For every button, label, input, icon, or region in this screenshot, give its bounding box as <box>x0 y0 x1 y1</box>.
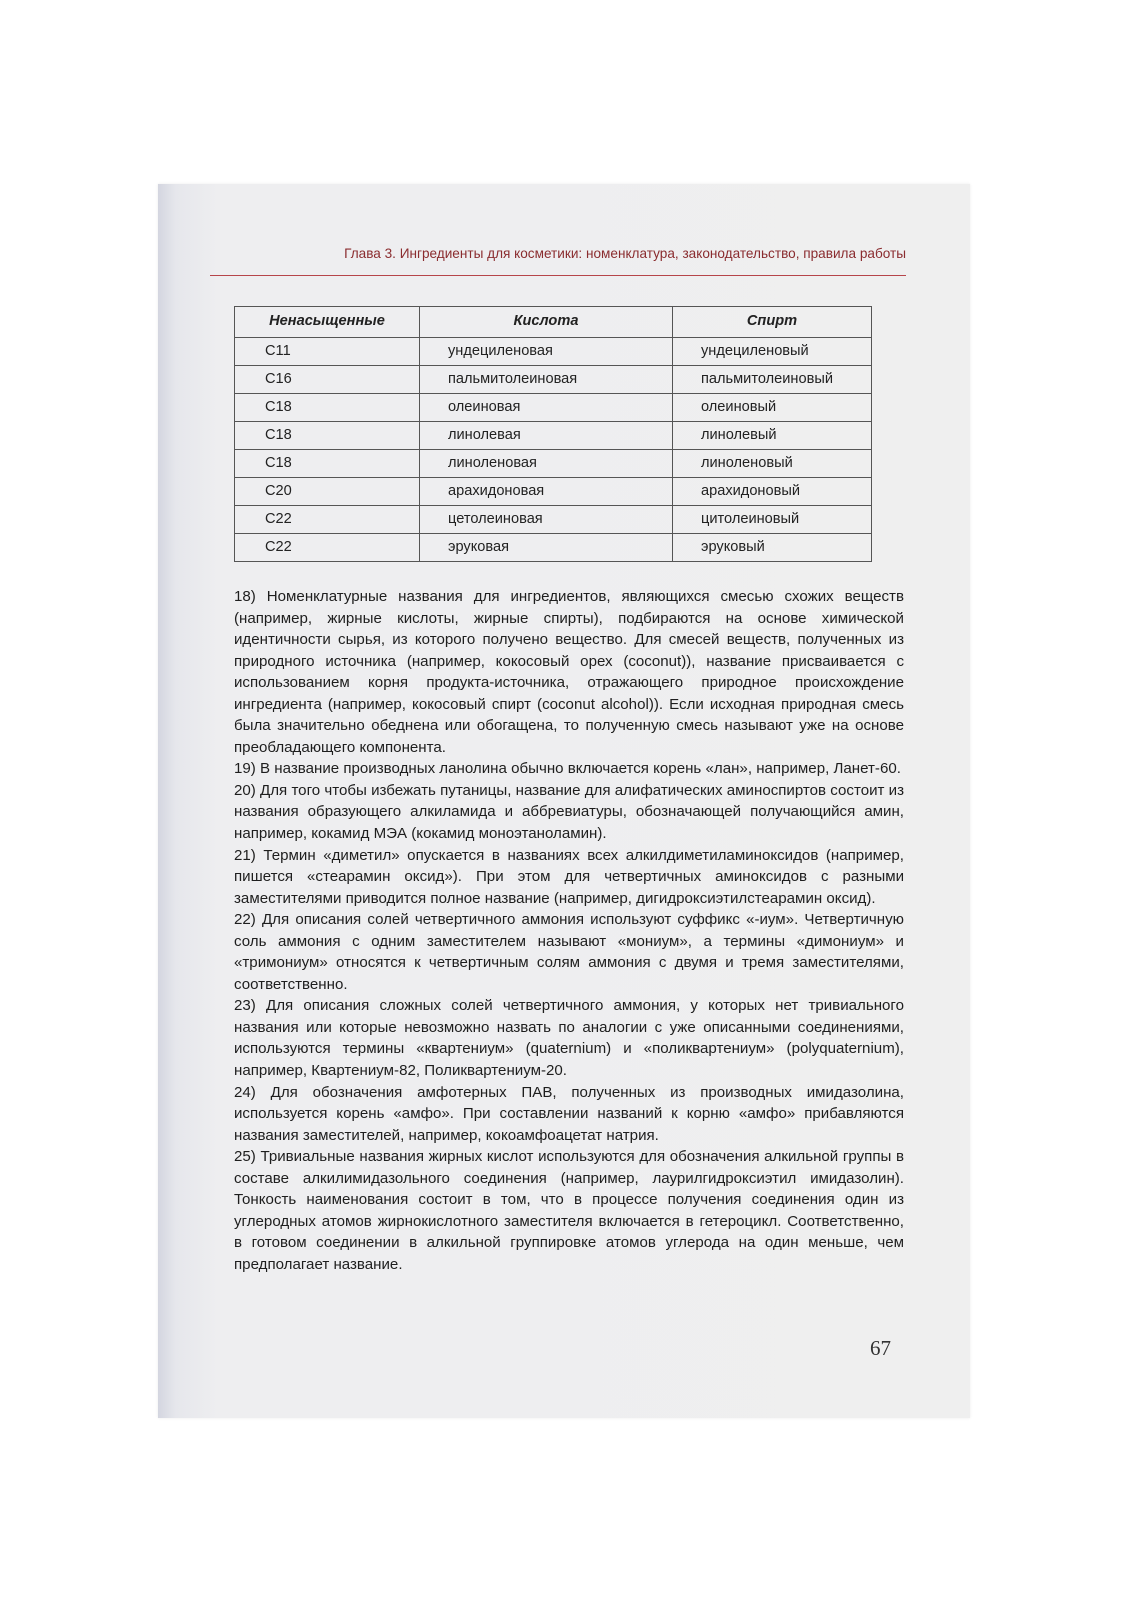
paragraph-23: 23) Для описания сложных солей четвертичного аммония, у которых нет тривиального названия или которые невозможно назвать по аналогии с уже описанными соединениями, используются термины «квартениум» (quaternium) и «поликвартениум» (polyquaternium), например, Квартениум-82, Поликвартениум-20. <box>234 997 904 1080</box>
cell-acid: олеиновая <box>420 394 673 422</box>
cell-acid: эруковая <box>420 534 673 562</box>
cell-carbon: C16 <box>235 366 420 394</box>
header-unsaturated: Ненасыщенные <box>235 307 420 338</box>
table-row <box>235 422 872 450</box>
header-rule <box>210 275 906 276</box>
running-head: Глава 3. Ингредиенты для косметики: номенклатура, законодательство, правила работы <box>344 246 906 261</box>
cell-alcohol: эруковый <box>673 534 872 562</box>
header-alcohol: Спирт <box>673 307 872 338</box>
paragraph-20: 20) Для того чтобы избежать путаницы, название для алифатических аминоспиртов состоит из названия образующего алкиламида и аббревиатуры, обозначающей получающийся амин, например, кокамид МЭА (кокамид моноэтаноламин). <box>234 781 904 843</box>
cell-carbon: C18 <box>235 450 420 478</box>
page-number: 67 <box>870 1336 891 1360</box>
cell-alcohol: олеиновый <box>673 394 872 422</box>
cell-carbon: C18 <box>235 422 420 450</box>
table-row <box>235 338 872 366</box>
cell-alcohol: пальмитолеиновый <box>673 366 872 394</box>
paragraph-24: 24) Для обозначения амфотерных ПАВ, полученных из производных имидазолина, используется корень «амфо». При составлении названий к корню «амфо» прибавляются названия заместителей, например, кокоамфоацетат натрия. <box>234 1083 904 1144</box>
paragraph-21: 21) Термин «диметил» опускается в названиях всех алкилдиметиламиноксидов (например, пишется «стеарамин оксид»). При этом для четвертичных аминоксидов с разными заместителями приводится полное название (например, дигидроксиэтилстеарамин оксид). <box>234 846 904 907</box>
body-text <box>234 586 904 1276</box>
cell-alcohol: ундециленовый <box>673 338 872 366</box>
table-row <box>235 366 872 394</box>
nomenclature-table <box>234 306 872 562</box>
table-row <box>235 450 872 478</box>
table-row <box>235 394 872 422</box>
cell-acid: линоленовая <box>420 450 673 478</box>
paragraph-22: 22) Для описания солей четвертичного аммония используют суффикс «-иум». Четвертичную соль аммония с одним заместителем называют «мониум», а термины «димониум» и «тримониум» относятся к четвертичным солям аммония с двумя и тремя заместителями, соответственно. <box>234 911 904 993</box>
paragraph-19: 19) В название производных ланолина обычно включается корень «лан», например, Ланет-60. <box>234 760 901 778</box>
cell-carbon: C20 <box>235 478 420 506</box>
cell-carbon: C11 <box>235 338 420 366</box>
cell-acid: ундециленовая <box>420 338 673 366</box>
cell-alcohol: цитолеиновый <box>673 506 872 534</box>
cell-acid: пальмитолеиновая <box>420 366 673 394</box>
cell-alcohol: линолевый <box>673 422 872 450</box>
table-row <box>235 534 872 562</box>
cell-carbon: C18 <box>235 394 420 422</box>
cell-carbon: C22 <box>235 506 420 534</box>
paragraph-25: 25) Тривиальные названия жирных кислот используются для обозначения алкильной группы в составе алкилимидазольного соединения (например, лаурилгидроксиэтил имидазолин). Тонкость наименования состоит в том, что в процессе получения соединения один из углеродных атомов жирнокислотного заместителя включается в гетероцикл. Соответственно, в готовом соединении в алкильной группировке атомов углерода на один меньше, чем предполагает название. <box>234 1148 904 1273</box>
cell-carbon: C22 <box>235 534 420 562</box>
cell-alcohol: линоленовый <box>673 450 872 478</box>
table-row <box>235 506 872 534</box>
cell-alcohol: арахидоновый <box>673 478 872 506</box>
cell-acid: арахидоновая <box>420 478 673 506</box>
table-row <box>235 478 872 506</box>
paragraph-18: 18) Номенклатурные названия для ингредиентов, являющихся смесью схожих веществ (например, жирные кислоты, жирные спирты), подбираются на основе химической идентичности сырья, из которого получено вещество. Для смесей веществ, полученных из природного источника (например, кокосовый орех (coconut)), название присваивается с использованием корня продукта-источника, отражающего природное происхождение ингредиента (например, кокосовый спирт (coconut alcohol)). Если исходная природная смесь была значительно обеднена или обогащена, то полученную смесь называют уже на основе преобладающего компонента. <box>234 588 904 756</box>
cell-acid: линолевая <box>420 422 673 450</box>
cell-acid: цетолеиновая <box>420 506 673 534</box>
header-acid: Кислота <box>420 307 673 338</box>
table-header-row <box>235 307 872 338</box>
